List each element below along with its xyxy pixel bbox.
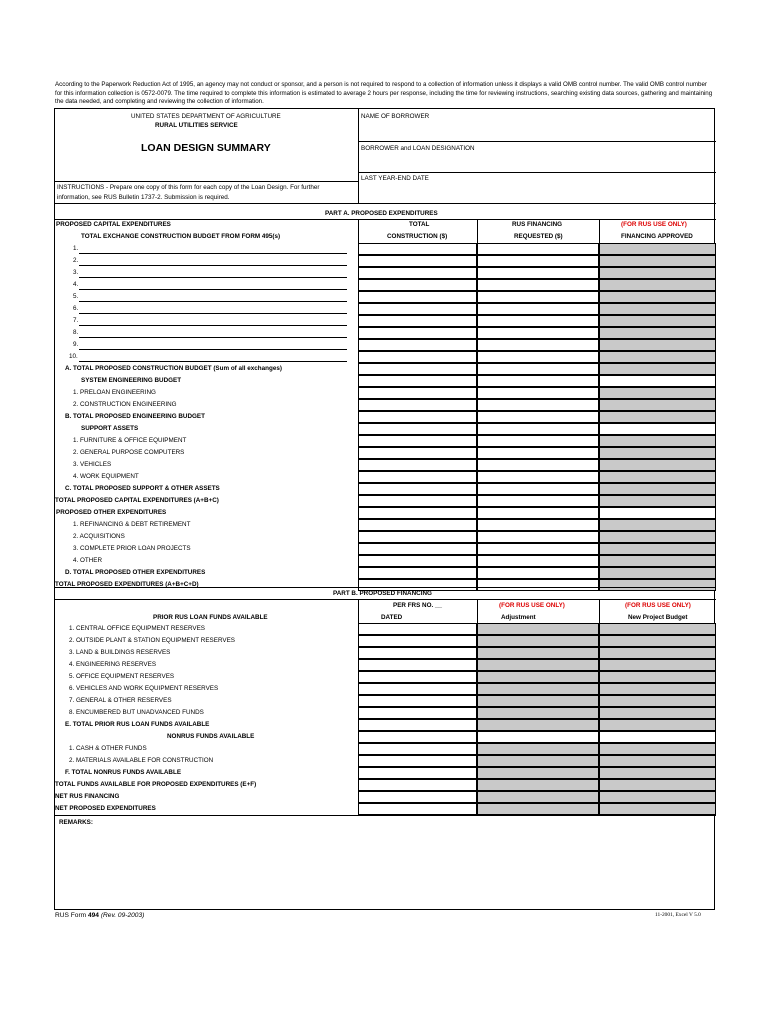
amount-cell[interactable]: [358, 387, 477, 399]
amount-cell: [477, 647, 599, 659]
amount-cell: [599, 623, 716, 635]
amount-cell: [599, 791, 716, 803]
amount-cell: [477, 791, 599, 803]
adjustment-head1: (FOR RUS USE ONLY): [499, 602, 565, 609]
row-label: A. TOTAL PROPOSED CONSTRUCTION BUDGET (Sum of all exchanges): [65, 365, 282, 372]
amount-cell[interactable]: [358, 647, 477, 659]
exchange-row: [55, 279, 716, 291]
table-row: [55, 495, 716, 507]
exchange-name-line[interactable]: [79, 253, 347, 254]
row-label: 2. MATERIALS AVAILABLE FOR CONSTRUCTION: [69, 757, 214, 764]
exchange-name-line[interactable]: [79, 349, 347, 350]
amount-cell: [599, 459, 716, 471]
per-frs-label: PER FRS NO. __: [393, 602, 442, 609]
amount-cell[interactable]: [358, 435, 477, 447]
amount-cell[interactable]: [358, 375, 477, 387]
amount-cell: [599, 755, 716, 767]
table-row: [55, 671, 716, 683]
row-label: 2. CONSTRUCTION ENGINEERING: [73, 401, 177, 408]
amount-cell: [599, 779, 716, 791]
table-row: [55, 707, 716, 719]
row-label: 4. ENGINEERING RESERVES: [69, 661, 157, 668]
amount-cell: [599, 635, 716, 647]
exchange-name-line[interactable]: [79, 289, 347, 290]
amount-cell[interactable]: [358, 483, 477, 495]
amount-cell[interactable]: [358, 671, 477, 683]
amount-cell: [599, 435, 716, 447]
row-label: 3. VEHICLES: [73, 461, 112, 468]
amount-cell[interactable]: [477, 279, 599, 291]
amount-cell[interactable]: [599, 507, 716, 519]
row-label: 6. VEHICLES AND WORK EQUIPMENT RESERVES: [69, 685, 219, 692]
table-row: [55, 435, 716, 447]
remarks-divider: [55, 815, 716, 816]
amount-cell: [599, 555, 716, 567]
amount-cell[interactable]: [477, 327, 599, 339]
part-a-title: PART A. PROPOSED EXPENDITURES: [325, 210, 438, 217]
amount-cell[interactable]: [358, 707, 477, 719]
instructions-line2: information, see RUS Bulletin 1737-2. Submission is required.: [57, 194, 230, 201]
amount-cell: [599, 519, 716, 531]
table-row: [55, 719, 716, 731]
amount-cell: [599, 471, 716, 483]
remarks-label[interactable]: REMARKS:: [59, 819, 93, 826]
amount-cell: [599, 327, 716, 339]
amount-cell[interactable]: [477, 459, 599, 471]
table-row: [55, 683, 716, 695]
amount-cell[interactable]: [477, 447, 599, 459]
table-row: [55, 387, 716, 399]
table-row: [55, 755, 716, 767]
table-row: [55, 483, 716, 495]
amount-cell[interactable]: [477, 579, 599, 591]
table-row: [55, 459, 716, 471]
amount-cell[interactable]: [358, 683, 477, 695]
amount-cell[interactable]: [477, 531, 599, 543]
row-label: 2. ACQUISITIONS: [73, 533, 125, 540]
amount-cell[interactable]: [358, 803, 477, 815]
amount-cell[interactable]: [358, 459, 477, 471]
exchange-row: [55, 327, 716, 339]
amount-cell[interactable]: [477, 315, 599, 327]
amount-cell[interactable]: [358, 315, 477, 327]
exchange-name-line[interactable]: [79, 337, 347, 338]
service-name: RURAL UTILITIES SERVICE: [155, 122, 238, 129]
row-label: 8. ENCUMBERED BUT UNADVANCED FUNDS: [69, 709, 204, 716]
amount-cell: [477, 659, 599, 671]
row-label: 7.: [73, 317, 79, 324]
amount-cell[interactable]: [358, 327, 477, 339]
amount-cell: [599, 339, 716, 351]
amount-cell: [599, 387, 716, 399]
exchange-row: [55, 351, 716, 363]
new-budget-head2: New Project Budget: [628, 614, 688, 621]
table-row: [55, 779, 716, 791]
amount-cell: [599, 495, 716, 507]
amount-cell[interactable]: [477, 495, 599, 507]
amount-cell: [599, 303, 716, 315]
row-label: 1. CASH & OTHER FUNDS: [69, 745, 147, 752]
amount-cell: [599, 803, 716, 815]
amount-cell[interactable]: [358, 659, 477, 671]
row-label: SYSTEM ENGINEERING BUDGET: [81, 377, 182, 384]
amount-cell[interactable]: [358, 507, 477, 519]
amount-cell[interactable]: [477, 423, 599, 435]
amount-cell[interactable]: [358, 339, 477, 351]
col-total-head2: CONSTRUCTION ($): [387, 233, 448, 240]
amount-cell[interactable]: [358, 519, 477, 531]
table-row: [55, 519, 716, 531]
amount-cell[interactable]: [358, 423, 477, 435]
last-year-end-label[interactable]: LAST YEAR-END DATE: [361, 175, 429, 182]
amount-cell[interactable]: [358, 531, 477, 543]
form-title: LOAN DESIGN SUMMARY: [141, 142, 271, 154]
row-label: TOTAL FUNDS AVAILABLE FOR PROPOSED EXPENDITURES (E+F): [55, 781, 257, 788]
amount-cell[interactable]: [358, 779, 477, 791]
row-label: 1.: [73, 245, 79, 252]
row-label: 6.: [73, 305, 79, 312]
amount-cell[interactable]: [477, 411, 599, 423]
amount-cell: [599, 351, 716, 363]
amount-cell[interactable]: [477, 543, 599, 555]
table-row: [55, 731, 716, 743]
exchange-row: [55, 291, 716, 303]
amount-cell[interactable]: [358, 411, 477, 423]
amount-cell[interactable]: [477, 483, 599, 495]
amount-cell[interactable]: [358, 243, 477, 255]
exchange-name-line[interactable]: [79, 313, 347, 314]
table-row: [55, 399, 716, 411]
amount-cell: [477, 635, 599, 647]
amount-cell: [599, 647, 716, 659]
amount-cell[interactable]: [477, 303, 599, 315]
loan-design-form: [54, 108, 715, 910]
amount-cell: [599, 695, 716, 707]
amount-cell: [599, 707, 716, 719]
row-label: E. TOTAL PRIOR RUS LOAN FUNDS AVAILABLE: [65, 721, 210, 728]
row-label: 5.: [73, 293, 79, 300]
table-row: [55, 363, 716, 375]
amount-cell[interactable]: [358, 495, 477, 507]
row-label: B. TOTAL PROPOSED ENGINEERING BUDGET: [65, 413, 205, 420]
amount-cell: [599, 279, 716, 291]
amount-cell[interactable]: [477, 435, 599, 447]
paperwork-notice: According to the Paperwork Reduction Act of 1995, an agency may not conduct or sponsor, and a person is not required to respond to a collection of information unless it displays a valid OMB control number. The valid OMB control number for this information collection is 0572-0079. The time required to complete this information is estimated to average 2 hours per response, including the time for reviewing instructions, searching existing data sources, gathering and maintaining the data needed, and completing and reviewing the collection of information.: [55, 81, 713, 106]
exchange-budget-label: TOTAL EXCHANGE CONSTRUCTION BUDGET FROM FORM 495(s): [81, 233, 281, 240]
table-row: [55, 543, 716, 555]
table-row: [55, 471, 716, 483]
row-label: 7. GENERAL & OTHER RESERVES: [69, 697, 172, 704]
amount-cell: [477, 779, 599, 791]
amount-cell[interactable]: [477, 519, 599, 531]
amount-cell[interactable]: [358, 447, 477, 459]
row-label: TOTAL PROPOSED EXPENDITURES (A+B+C+D): [55, 581, 199, 588]
exchange-name-line[interactable]: [79, 265, 347, 266]
amount-cell[interactable]: [477, 291, 599, 303]
col-rus-head1: RUS FINANCING: [512, 221, 563, 228]
amount-cell[interactable]: [477, 731, 599, 743]
amount-cell: [599, 671, 716, 683]
amount-cell: [599, 315, 716, 327]
amount-cell[interactable]: [477, 471, 599, 483]
amount-cell: [477, 755, 599, 767]
amount-cell[interactable]: [477, 267, 599, 279]
table-row: [55, 411, 716, 423]
amount-cell: [599, 483, 716, 495]
row-label: C. TOTAL PROPOSED SUPPORT & OTHER ASSETS: [65, 485, 220, 492]
row-label: 3.: [73, 269, 79, 276]
capital-expenditures-title: PROPOSED CAPITAL EXPENDITURES: [56, 221, 171, 228]
table-row: [55, 647, 716, 659]
row-label: 2.: [73, 257, 79, 264]
row-label: NET RUS FINANCING: [55, 793, 120, 800]
amount-cell[interactable]: [477, 255, 599, 267]
row-label: NET PROPOSED EXPENDITURES: [55, 805, 156, 812]
table-row: [55, 375, 716, 387]
amount-cell: [599, 719, 716, 731]
amount-cell[interactable]: [477, 387, 599, 399]
table-row: [55, 531, 716, 543]
col-rus-head2: REQUESTED ($): [514, 233, 563, 240]
exchange-row: [55, 303, 716, 315]
amount-cell[interactable]: [358, 635, 477, 647]
amount-cell[interactable]: [477, 375, 599, 387]
amount-cell[interactable]: [358, 279, 477, 291]
dated-label: DATED: [381, 614, 403, 621]
adjustment-head2: Adjustment: [501, 614, 536, 621]
table-row: [55, 791, 716, 803]
amount-cell: [599, 447, 716, 459]
amount-cell: [477, 719, 599, 731]
row-label: 4. WORK EQUIPMENT: [73, 473, 139, 480]
amount-cell[interactable]: [358, 731, 477, 743]
amount-cell: [477, 623, 599, 635]
exchange-name-line[interactable]: [79, 277, 347, 278]
row-label: D. TOTAL PROPOSED OTHER EXPENDITURES: [65, 569, 206, 576]
row-label: 3. COMPLETE PRIOR LOAN PROJECTS: [73, 545, 191, 552]
row-label: 1. FURNITURE & OFFICE EQUIPMENT: [73, 437, 187, 444]
table-row: [55, 767, 716, 779]
exchange-row: [55, 339, 716, 351]
table-row: [55, 635, 716, 647]
row-label: 5. OFFICE EQUIPMENT RESERVES: [69, 673, 175, 680]
table-row: [55, 695, 716, 707]
amount-cell: [599, 567, 716, 579]
form-number: RUS Form 494 (Rev. 09-2003): [55, 912, 145, 919]
amount-cell[interactable]: [358, 755, 477, 767]
amount-cell[interactable]: [358, 267, 477, 279]
amount-cell[interactable]: [358, 555, 477, 567]
amount-cell: [477, 695, 599, 707]
agency-name: UNITED STATES DEPARTMENT OF AGRICULTURE: [131, 113, 281, 120]
table-row: [55, 659, 716, 671]
table-row: [55, 567, 716, 579]
amount-cell: [477, 803, 599, 815]
exchange-name-line[interactable]: [79, 361, 347, 362]
borrower-name-label[interactable]: NAME OF BORROWER: [361, 113, 430, 120]
row-label: SUPPORT ASSETS: [81, 425, 139, 432]
amount-cell: [599, 543, 716, 555]
row-label: 3. LAND & BUILDINGS RESERVES: [69, 649, 171, 656]
version-label: 11-2001, Excel V 5.0: [655, 912, 701, 918]
exchange-row: [55, 255, 716, 267]
row-label: 2. OUTSIDE PLANT & STATION EQUIPMENT RESERVES: [69, 637, 235, 644]
exchange-row: [55, 243, 716, 255]
amount-cell[interactable]: [599, 423, 716, 435]
row-label: NONRUS FUNDS AVAILABLE: [167, 733, 255, 740]
amount-cell: [477, 683, 599, 695]
row-label: 4.: [73, 281, 79, 288]
amount-cell[interactable]: [477, 399, 599, 411]
row-label: 1. PRELOAN ENGINEERING: [73, 389, 156, 396]
amount-cell: [599, 579, 716, 591]
instructions-line1: INSTRUCTIONS - Prepare one copy of this form for each copy of the Loan Design. For further: [57, 184, 320, 191]
amount-cell[interactable]: [477, 507, 599, 519]
amount-cell: [599, 399, 716, 411]
table-row: [55, 803, 716, 815]
amount-cell[interactable]: [599, 731, 716, 743]
table-row: [55, 743, 716, 755]
amount-cell[interactable]: [477, 351, 599, 363]
amount-cell[interactable]: [358, 291, 477, 303]
amount-cell[interactable]: [358, 767, 477, 779]
row-label: 8.: [73, 329, 79, 336]
amount-cell: [477, 671, 599, 683]
amount-cell: [599, 683, 716, 695]
row-label: 1. REFINANCING & DEBT RETIREMENT: [73, 521, 191, 528]
new-budget-head1: (FOR RUS USE ONLY): [625, 602, 691, 609]
row-label: F. TOTAL NONRUS FUNDS AVAILABLE: [65, 769, 182, 776]
prior-funds-title: PRIOR RUS LOAN FUNDS AVAILABLE: [153, 614, 268, 621]
borrower-designation-label[interactable]: BORROWER and LOAN DESIGNATION: [361, 145, 475, 152]
amount-cell: [599, 363, 716, 375]
exchange-row: [55, 267, 716, 279]
exchange-name-line[interactable]: [79, 325, 347, 326]
amount-cell[interactable]: [477, 243, 599, 255]
amount-cell: [477, 743, 599, 755]
amount-cell[interactable]: [477, 555, 599, 567]
table-row: [55, 423, 716, 435]
col-approved-head2: FINANCING APPROVED: [621, 233, 693, 240]
amount-cell: [599, 659, 716, 671]
amount-cell: [599, 743, 716, 755]
row-label: TOTAL PROPOSED CAPITAL EXPENDITURES (A+B+C): [55, 497, 219, 504]
amount-cell[interactable]: [358, 255, 477, 267]
amount-cell[interactable]: [358, 399, 477, 411]
amount-cell[interactable]: [477, 363, 599, 375]
amount-cell[interactable]: [477, 339, 599, 351]
part-b-title: PART B. PROPOSED FINANCING: [333, 590, 432, 597]
amount-cell: [599, 531, 716, 543]
row-label: 4. OTHER: [73, 557, 103, 564]
amount-cell[interactable]: [477, 567, 599, 579]
amount-cell: [599, 411, 716, 423]
amount-cell[interactable]: [358, 719, 477, 731]
amount-cell[interactable]: [358, 471, 477, 483]
amount-cell[interactable]: [358, 791, 477, 803]
table-row: [55, 447, 716, 459]
amount-cell[interactable]: [358, 303, 477, 315]
col-approved-head1: (FOR RUS USE ONLY): [621, 221, 687, 228]
row-label: 1. CENTRAL OFFICE EQUIPMENT RESERVES: [69, 625, 205, 632]
amount-cell: [599, 243, 716, 255]
row-label: 2. GENERAL PURPOSE COMPUTERS: [73, 449, 185, 456]
table-row: [55, 623, 716, 635]
amount-cell[interactable]: [358, 363, 477, 375]
row-label: 10.: [69, 353, 78, 360]
table-row: [55, 507, 716, 519]
col-total-head1: TOTAL: [409, 221, 430, 228]
amount-cell: [477, 767, 599, 779]
exchange-name-line[interactable]: [79, 301, 347, 302]
amount-cell: [599, 291, 716, 303]
amount-cell: [599, 267, 716, 279]
amount-cell[interactable]: [358, 695, 477, 707]
table-row: [55, 555, 716, 567]
row-label: PROPOSED OTHER EXPENDITURES: [56, 509, 167, 516]
amount-cell[interactable]: [358, 351, 477, 363]
amount-cell[interactable]: [358, 743, 477, 755]
amount-cell[interactable]: [358, 567, 477, 579]
amount-cell[interactable]: [358, 543, 477, 555]
row-label: 9.: [73, 341, 79, 348]
amount-cell[interactable]: [358, 623, 477, 635]
amount-cell: [477, 707, 599, 719]
amount-cell: [599, 767, 716, 779]
amount-cell[interactable]: [599, 375, 716, 387]
exchange-row: [55, 315, 716, 327]
amount-cell: [599, 255, 716, 267]
